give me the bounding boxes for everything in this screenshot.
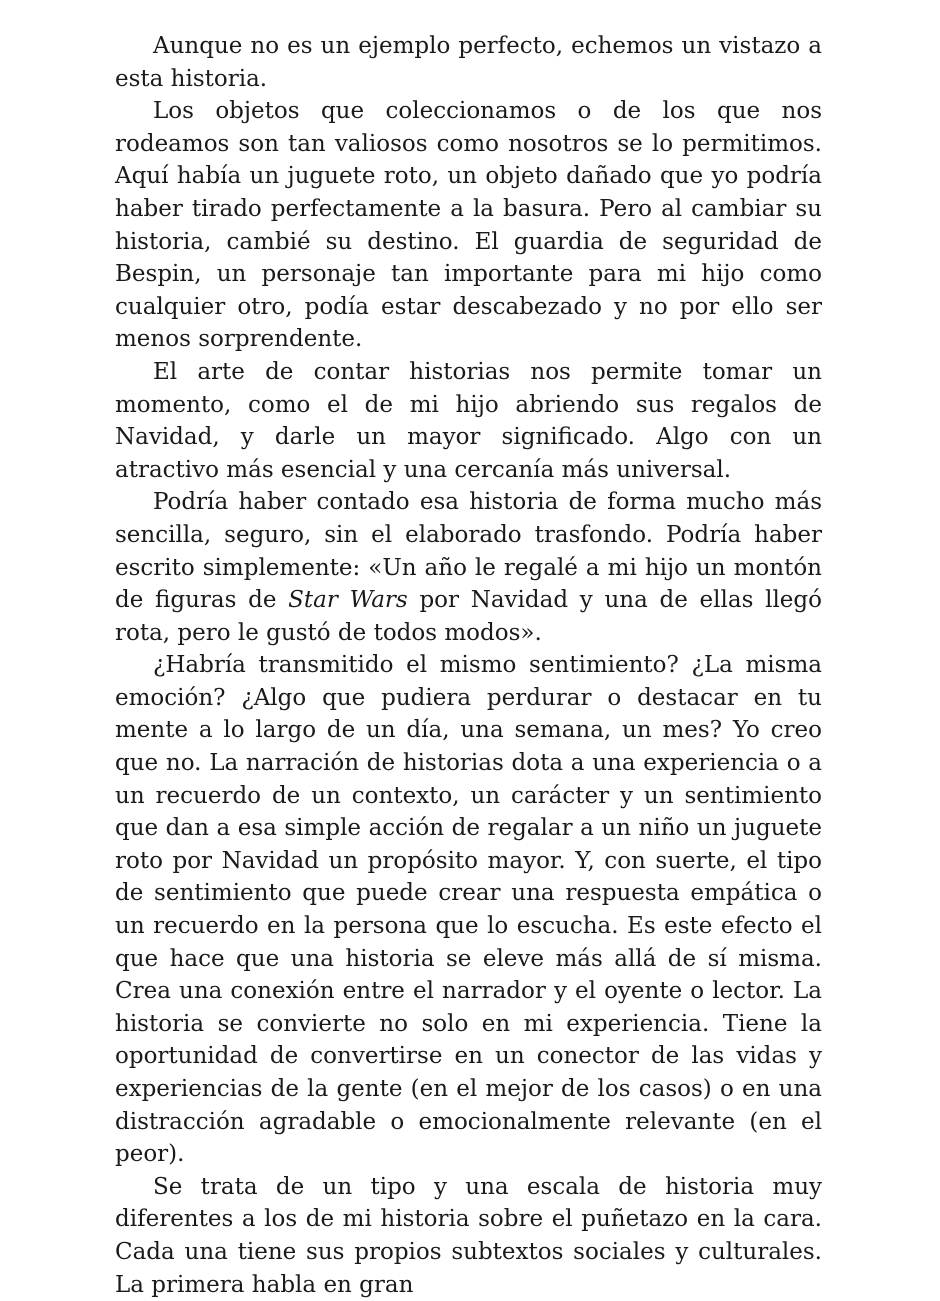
paragraph-3: El arte de contar historias nos permite tomar un momento, como el de mi hijo abriendo sus regalos de Navidad, y darle un mayor significado. Algo con un atractivo más esencial y una cercanía más universal. [115, 358, 822, 483]
paragraph-4 [115, 486, 822, 649]
paragraph-4-italic-title: Star Wars [288, 587, 408, 614]
paragraph-6: Se trata de un tipo y una escala de historia muy diferentes a los de mi historia sobre el puñetazo en la cara. Cada una tiene sus propios subtextos sociales y culturales. La primera habla en gran [115, 1173, 822, 1298]
paragraph-2: Los objetos que coleccionamos o de los que nos rodeamos son tan valiosos como nosotros se lo permitimos. Aquí había un juguete roto, un objeto dañado que yo podría haber tirado perfectamente a la basura. Pero al cambiar su historia, cambié su destino. El guardia de seguridad de Bespin, un personaje tan importante para mi hijo como cualquier otro, podía estar descabezado y no por ello ser menos sorprendente. [115, 98, 822, 353]
paragraph-4-text-before: Podría haber contado esa historia de forma mucho más sencilla, seguro, sin el elaborado trasfondo. Podría haber escrito simplemente: «Un año le regalé a mi hijo un montón de figuras de [115, 489, 822, 614]
paragraph-4-text-after: por Navidad y una de ellas llegó rota, pero le gustó de todos modos». [115, 587, 822, 646]
book-page-body [115, 30, 822, 1301]
paragraph-5: ¿Habría transmitido el mismo sentimiento? ¿La misma emoción? ¿Algo que pudiera perdurar o destacar en tu mente a lo largo de un día, una semana, un mes? Yo creo que no. La narración de historias dota a una experiencia o a un recuerdo de un contexto, un carácter y un sentimiento que dan a esa simple acción de regalar a un niño un juguete roto por Navidad un propósito mayor. Y, con suerte, el tipo de sentimiento que puede crear una respuesta empática o un recuerdo en la persona que lo escucha. Es este efecto el que hace que una historia se eleve más allá de sí misma. Crea una conexión entre el narrador y el oyente o lector. La historia se convierte no solo en mi experiencia. Tiene la oportunidad de convertirse en un conector de las vidas y experiencias de la gente (en el mejor de los casos) o en una distracción agradable o emocionalmente relevante (en el peor). [115, 652, 822, 1168]
paragraph-1: Aunque no es un ejemplo perfecto, echemos un vistazo a esta historia. [115, 33, 822, 92]
